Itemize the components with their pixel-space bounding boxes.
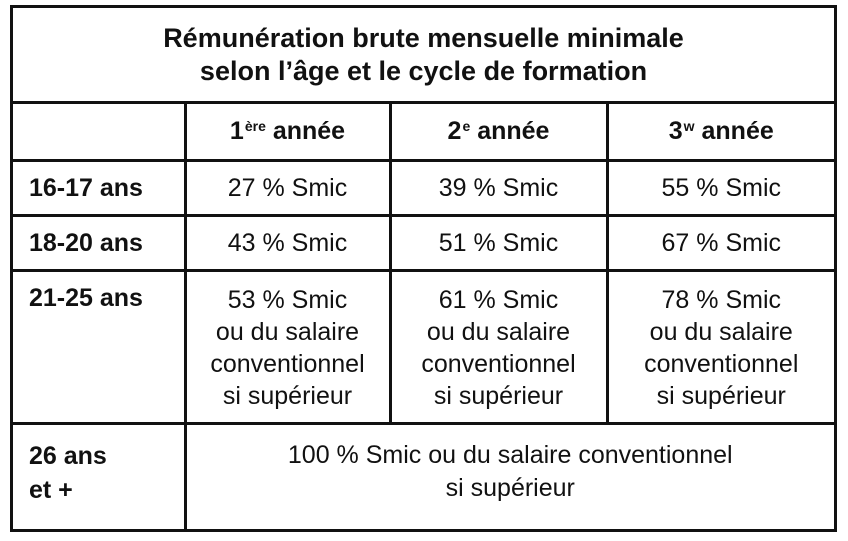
value-line: 100 % Smic ou du salaire conventionnel: [287, 441, 733, 469]
table-row: [13, 216, 834, 271]
value-line: si supérieur: [433, 382, 564, 410]
header-empty-cell: [13, 103, 185, 161]
value-cell: 27 % Smic: [185, 161, 390, 216]
title-line-1: Rémunération brute mensuelle minimale: [163, 22, 684, 53]
age-line: et +: [29, 476, 73, 504]
header-year-2: 2e année: [390, 103, 607, 161]
value-line: si supérieur: [656, 382, 786, 410]
value-cell: 55 % Smic: [607, 161, 834, 216]
value-cell: 43 % Smic: [185, 216, 390, 271]
value-line: ou du salaire: [426, 318, 571, 346]
value-cell: [390, 271, 607, 424]
value-line: si supérieur: [222, 382, 353, 410]
age-label: [13, 424, 185, 530]
age-label: 18-20 ans: [13, 216, 185, 271]
value-cell: [607, 271, 834, 424]
value-cell: 39 % Smic: [390, 161, 607, 216]
salary-table-frame: [10, 5, 837, 532]
header-year-3: 3$^w$ année: [607, 103, 834, 161]
value-cell-merged: [185, 424, 834, 530]
table-row: [13, 161, 834, 216]
table-title: [13, 8, 834, 103]
value-cell: 67 % Smic: [607, 216, 834, 271]
value-line: ou du salaire: [649, 318, 793, 346]
salary-table: [13, 8, 834, 529]
header-year-1: 1ère année: [185, 103, 390, 161]
value-line: 61 % Smic: [438, 286, 559, 314]
title-line-2: selon l’âge et le cycle de formation: [199, 55, 648, 86]
value-line: ou du salaire: [215, 318, 360, 346]
table-row: [13, 271, 834, 424]
age-label: 21-25 ans: [13, 271, 185, 424]
value-line: conventionnel: [210, 350, 365, 378]
value-cell: [185, 271, 390, 424]
age-line: 26 ans: [29, 442, 107, 470]
value-line: conventionnel: [644, 350, 799, 378]
value-line: 78 % Smic: [661, 286, 781, 314]
value-line: conventionnel: [421, 350, 576, 378]
age-label: 16-17 ans: [13, 161, 185, 216]
value-line: 53 % Smic: [227, 286, 348, 314]
table-row: [13, 424, 834, 530]
value-cell: 51 % Smic: [390, 216, 607, 271]
value-line: si supérieur: [445, 474, 575, 502]
